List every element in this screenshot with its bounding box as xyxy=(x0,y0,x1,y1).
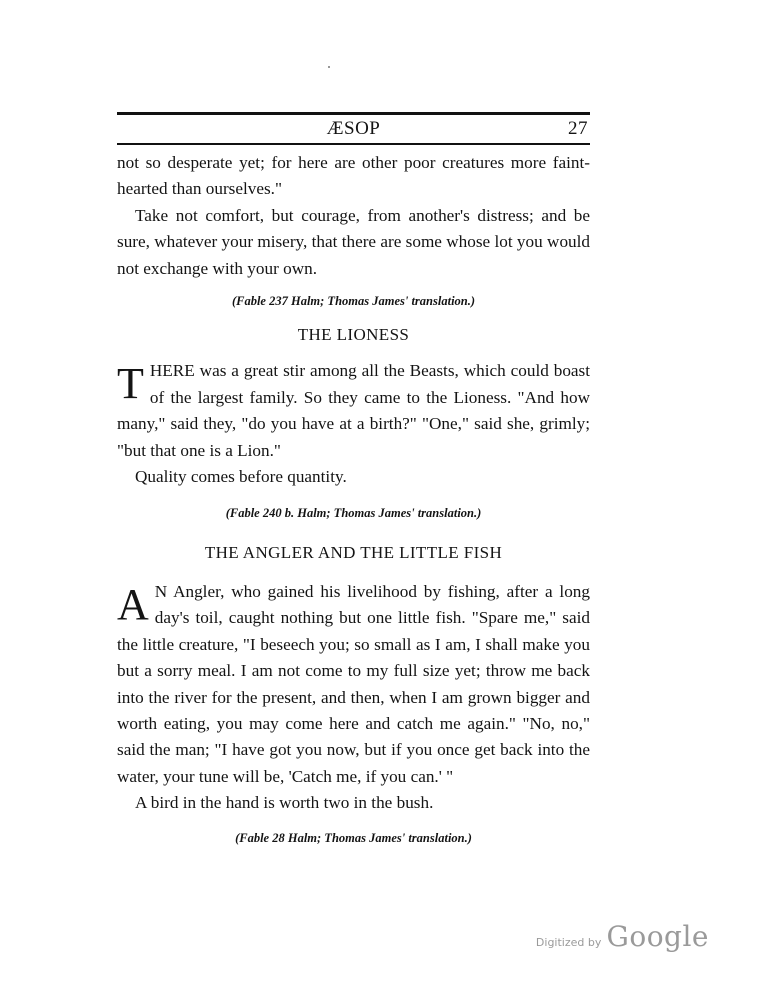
fable-heading-lioness: THE LIONESS xyxy=(297,325,410,345)
drop-cap: A xyxy=(117,579,149,629)
header-rule-top xyxy=(117,112,590,115)
page-body xyxy=(117,150,590,859)
drop-cap: T xyxy=(117,359,144,409)
running-head xyxy=(117,117,590,141)
digitized-by-label: Digitized by xyxy=(535,936,602,949)
fable-heading-angler: THE ANGLER AND THE LITTLE FISH xyxy=(204,543,503,563)
fable-moral-angler: A bird in the hand is worth two in the bush. xyxy=(135,793,434,813)
source-citation: (Fable 240 b. Halm; Thomas James' translation.) xyxy=(225,506,482,521)
running-head-title: ÆSOP xyxy=(326,118,381,139)
scan-speck xyxy=(328,66,330,68)
fable-moral-lioness: Quality comes before quantity. xyxy=(135,467,347,487)
google-logo: Google xyxy=(606,920,709,953)
fable-text: HERE was a great stir among all the Beasts, which could boast of the largest family. So they came to the Lioness. "And how many," said they, "do you have at a birth?" "One," said she, grimly; "but that one is a Lion." xyxy=(117,361,590,460)
digitized-by-google-watermark xyxy=(536,920,709,953)
fable-body-angler xyxy=(117,579,590,790)
continued-paragraph: not so desperate yet; for here are other poor creatures more faint-hearted than ourselves." xyxy=(117,153,590,199)
page-number: 27 xyxy=(568,118,588,139)
fable-text: N Angler, who gained his livelihood by fishing, after a long day's toil, caught nothing but one little fish. "Spare me," said the little creature, "I beseech you; so small as I am, I shall make you but a sorry meal. I am not come to my full size yet; throw me back into the river for the present, and then, when I am grown bigger and worth eating, you may come here and catch me again." "No, no," said the man; "I have got you now, but if you once get back into the water, your tune will be, 'Catch me, if you can.' " xyxy=(117,581,590,786)
fable-body-lioness xyxy=(117,358,590,464)
source-citation: (Fable 237 Halm; Thomas James' translation.) xyxy=(231,294,476,309)
intro-moral: Take not comfort, but courage, from another's distress; and be sure, whatever your misery, that there are some whose lot you would not exchange with your own. xyxy=(117,205,590,278)
source-citation: (Fable 28 Halm; Thomas James' translation.) xyxy=(235,830,472,845)
header-rule-bottom xyxy=(117,143,590,145)
